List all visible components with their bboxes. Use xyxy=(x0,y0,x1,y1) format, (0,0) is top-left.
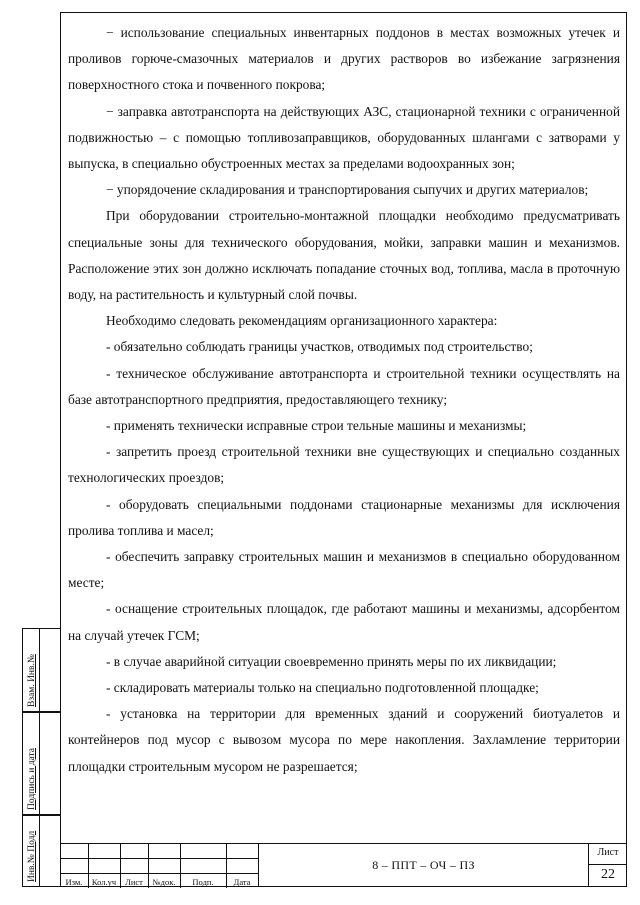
paragraph: − использование специальных инвентарных поддонов в местах возможных утечек и проливов горюче-смазочных материалов и других растворов во избежание загрязнения поверхностного стока и почвенного покрова; xyxy=(68,25,620,93)
side-label-cell xyxy=(23,816,40,886)
side-label-cell xyxy=(23,629,40,711)
grid-line xyxy=(60,858,258,859)
paragraph: - оборудовать специальными поддонами стационарные механизмы для исключения пролива топлива и масел; xyxy=(68,496,620,538)
header-izm: Изм. xyxy=(65,877,83,887)
paragraph: - оснащение строительных площадок, где работают машины и механизмы, адсорбентом на случай утечек ГСМ; xyxy=(68,601,620,643)
side-field-inv xyxy=(22,815,60,887)
document-code: 8 – ППТ – ОЧ – ПЗ xyxy=(258,844,589,887)
side-label-podpis: Подпись и дата xyxy=(27,747,37,810)
sheet-label: Лист xyxy=(597,847,619,858)
header-kol-uch: Кол.уч xyxy=(91,877,117,887)
paragraph: − упорядочение складирования и транспортирования сыпучих и других материалов; xyxy=(106,182,589,198)
side-label-cell xyxy=(23,713,40,814)
header-list: Лист xyxy=(125,877,143,887)
paragraph: − заправка автотранспорта на действующих АЗС, стационарной техники с ограниченной подвижностью – с помощью топливозаправщиков, оборудованных шлангами с затворами у выпуска, в специально обустроенных местах за пределами водоохранных зон; xyxy=(68,103,620,172)
grid-line xyxy=(60,873,258,874)
header-ndok: №док. xyxy=(152,877,176,887)
header-data: Дата xyxy=(233,877,251,887)
sheet-box xyxy=(589,844,627,887)
paragraph: При оборудовании строительно-монтажной площадки необходимо предусматривать специальные зоны для технического оборудования, мойки, заправки машин и механизмов. Расположение этих зон должно исключать попадание сточных вод, топлива, масла в проточную воду, на растительность и культурный слой почвы. xyxy=(68,208,620,303)
paragraph: - обеспечить заправку строительных машин и механизмов в специально оборудованном месте; xyxy=(68,549,620,591)
paragraph: Необходимо следовать рекомендациям организационного характера: xyxy=(106,313,498,329)
paragraph: - в случае аварийной ситуации своевременно принять меры по их ликвидации; xyxy=(106,653,557,669)
header-podp: Подп. xyxy=(192,877,214,887)
sheet-number: 22 xyxy=(589,864,627,883)
title-block xyxy=(60,843,627,887)
side-field-podpis xyxy=(22,712,60,815)
side-label-inv: Инв.№ Подл xyxy=(27,830,37,882)
paragraph: - запретить проезд строительной техники вне существующих и специально созданных технологических проездов; xyxy=(68,444,620,486)
revision-grid xyxy=(60,844,258,888)
document-body xyxy=(68,20,620,832)
paragraph: - складировать материалы только на специально подготовленной площадке; xyxy=(106,680,539,696)
paragraph: - обязательно соблюдать границы участков, отводимых под строительство; xyxy=(106,339,533,355)
paragraph: - установка на территории для временных зданий и сооружений биотуалетов и контейнеров под мусор с вывозом мусора по мере накопления. Захламление территории площадки строительным мусором не разрешается; xyxy=(68,706,620,774)
side-field-vzam xyxy=(22,628,60,712)
paragraph: - применять технически исправные строи тельные машины и механизмы; xyxy=(106,418,527,434)
paragraph: - техническое обслуживание автотранспорта и строительной техники осуществлять на базе автотранспортного предприятия, предоставляющего технику; xyxy=(68,365,620,407)
side-label-vzam: Взам. Инв.№ xyxy=(27,654,37,707)
